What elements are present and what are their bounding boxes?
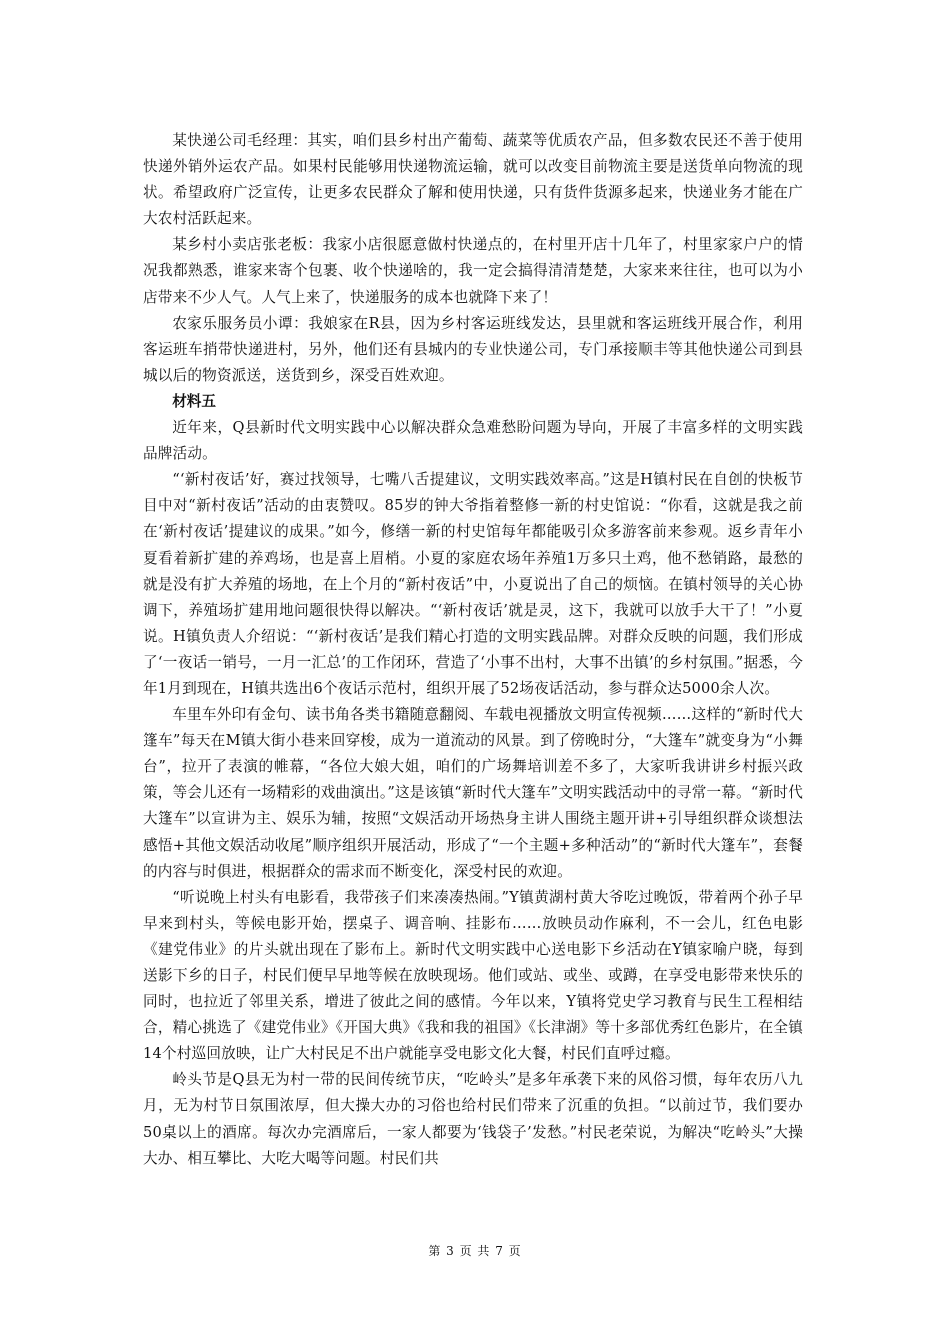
paragraph-village-night-talk: “‘新村夜话’好，赛过找领导，七嘴八舌提建议，文明实践效率高。”这是H镇村民在自创的快板节目中对“新村夜话”活动的由衷赞叹。85岁的钟大爷指着整修一新的村史馆说：“你看，这就是我之前在‘新村夜话’提建议的成果。”如今，修缮一新的村史馆每年都能吸引众多游客前来参观。返乡青年小夏看着新扩建的养鸡场，也是喜上眉梢。小夏的家庭农场年养殖1万多只土鸡，他不愁销路，最愁的就是没有扩大养殖的场地，在上个月的“新村夜话”中，小夏说出了自己的烦恼。在镇村领导的关心协调下，养殖场扩建用地问题很快得以解决。“‘新村夜话’就是灵，这下，我就可以放手大干了！”小夏说。H镇负责人介绍说：“‘新村夜话’是我们精心打造的文明实践品牌。对群众反映的问题，我们形成了‘一夜话一销号，一月一汇总’的工作闭环，营造了‘小事不出村，大事不出镇’的乡村氛围。”据悉，今年1月到现在，H镇共选出6个夜话示范村，组织开展了52场夜话活动，参与群众达5000余人次。 [143, 471, 803, 697]
paragraph-waiter-tan: 农家乐服务员小谭：我娘家在R县，因为乡村客运班线发达，县里就和客运班线开展合作，利用客运班车捎带快递进村，另外，他们还有县城内的专业快递公司，专门承接顺丰等其他快递公司到县城以后的物资派送，送货到乡，深受百姓欢迎。 [143, 314, 803, 384]
paragraph-manager-mao: 某快递公司毛经理：其实，咱们县乡村出产葡萄、蔬菜等优质农产品，但多数农民还不善于使用快递外销外运农产品。如果村民能够用快递物流运输，就可以改变目前物流主要是送货单向物流的现状。希望政府广泛宣传，让更多农民群众了解和使用快递，只有货件货源多起来，快递业务才能在广大农村活跃起来。 [143, 132, 803, 228]
page-footer: 第 3 页 共 7 页 [428, 1244, 522, 1258]
paragraph-shop-owner-zhang: 某乡村小卖店张老板：我家小店很愿意做村快递点的，在村里开店十几年了，村里家家户户的情况我都熟悉，谁家来寄个包裹、收个快递啥的，我一定会搞得清清楚楚，大家来来往往，也可以为小店带来不少人气。人气上来了，快递服务的成本也就降下来了！ [143, 236, 803, 306]
section-heading: 材料五 [172, 392, 216, 410]
paragraph-lingtou-festival: 岭头节是Q县无为村一带的民间传统节庆，“吃岭头”是多年承袭下来的风俗习惯，每年农历八九月，无为村节日氛围浓厚，但大操大办的习俗也给村民们带来了沉重的负担。“以前过节，我们要办50桌以上的酒席。每次办完酒席后，一家人都要为‘钱袋子’发愁。”村民老荣说，为解决“吃岭头”大操大办、相互攀比、大吃大喝等问题。村民们共 [143, 1071, 803, 1167]
document-body [143, 128, 803, 1172]
paragraph-caravan: 车里车外印有金句、读书角各类书籍随意翻阅、车载电视播放文明宣传视频……这样的“新时代大篷车”每天在M镇大街小巷来回穿梭，成为一道流动的风景。到了傍晚时分，“大篷车”就变身为“小舞台”，拉开了表演的帷幕，“各位大娘大姐，咱们的广场舞培训差不多了，大家听我讲讲乡村振兴政策，等会儿还有一场精彩的戏曲演出。”这是该镇“新时代大篷车”文明实践活动中的寻常一幕。“新时代大篷车”以宣讲为主、娱乐为辅，按照“文娱活动开场热身主讲人围绕主题开讲+引导组织群众谈想法感悟+其他文娱活动收尾”顺序组织开展活动，形成了“一个主题+多种活动”的“新时代大篷车”，套餐的内容与时俱进，根据群众的需求而不断变化，深受村民的欢迎。 [143, 706, 803, 880]
paragraph-movies: “听说晚上村头有电影看，我带孩子们来凑凑热闹。”Y镇黄湖村黄大爷吃过晚饭，带着两个孙子早早来到村头，等候电影开始，摆桌子、调音响、挂影布……放映员动作麻利，不一会儿，红色电影《建党伟业》的片头就出现在了影布上。新时代文明实践中心送电影下乡活动在Y镇家喻户晓，每到送影下乡的日子，村民们便早早地等候在放映现场。他们或站、或坐、或蹲，在享受电影带来快乐的同时，也拉近了邻里关系，增进了彼此之间的感情。今年以来，Y镇将党史学习教育与民生工程相结合，精心挑选了《建党伟业》《开国大典》《我和我的祖国》《长津湖》等十多部优秀红色影片，在全镇14个村巡回放映，让广大村民足不出户就能享受电影文化大餐，村民们直呼过瘾。 [143, 888, 803, 1063]
paragraph-intro: 近年来，Q县新时代文明实践中心以解决群众急难愁盼问题为导向，开展了丰富多样的文明实践品牌活动。 [143, 419, 803, 463]
